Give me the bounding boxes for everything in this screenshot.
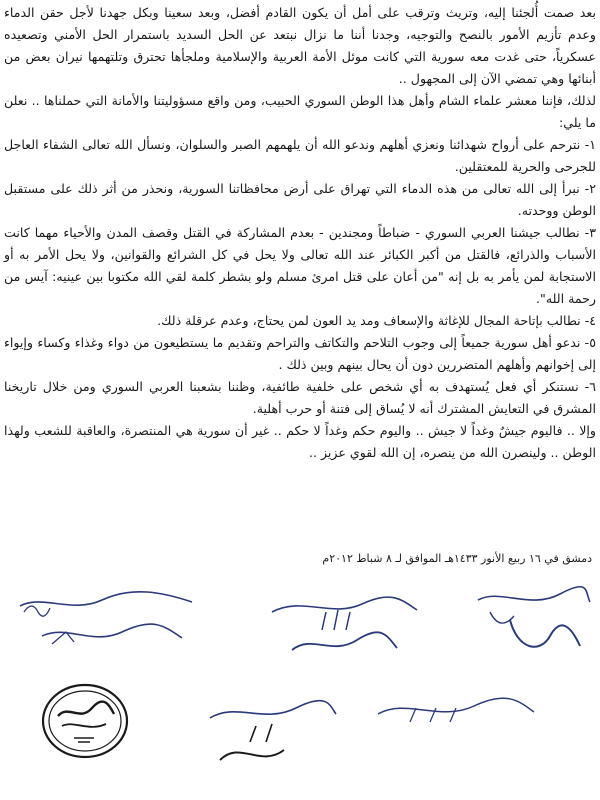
list-item: ٢- نبرأ إلى الله تعالى من هذه الدماء التي تهراق على أرض محافظاتنا السورية، ونحذر من أثر ذلك على مستقبل الوطن ووحدته. [4,181,596,218]
signature-scribble [370,688,540,738]
signatures-area [0,570,600,800]
intro-paragraph: بعد صمت أُلجئنا إليه، وتريث وترقب على أمل أن يكون القادم أفضل، وبعد سعينا وبكل جهدنا لأجل حقن الدماء وعدم تأزيم الأمور بالنصح والتوجيه، وجدنا أننا ما نزال نبتعد عن الحل السديد باستمرار الحل الأمني وتصعيده عسكرياً، حتى غدت معه سورية التي كانت موئل الأمة العربية والإسلامية وملجأها تحترق وتلتهمها نيران بعض من أبنائها وهي تمضي الآن إلى المجهول .. [4,5,596,86]
signature-adib-kallas [370,688,540,738]
signature-scribble [200,690,340,780]
list-item: ٤- نطالب بإتاحة المجال للإغاثة والإسعاف ومد يد العون لمن يحتاج، وعدم عرقلة ذلك. [157,313,596,328]
preamble-paragraph: لذلك، فإننا معشر علماء الشام وأهل هذا الوطن السوري الحبيب، ومن واقع مسؤوليتنا والأمانة التي حملناها .. نعلن ما يلي: [4,93,596,130]
closing-paragraph: وإلا .. فاليوم جيشٌ وغداً لا جيش .. واليوم حكم وغداً لا حكم .. غير أن سورية هي المنتصرة، والعاقبة للشعب ولهذا الوطن .. ولينصرن الله من ينصره، إن الله لقوي عزيز .. [4,423,596,460]
list-item: ٥- ندعو أهل سورية جميعاً إلى وجوب التلاحم والتكاتف والتراحم وتقديم ما يستطيعون من دواء وغذاء وكساء وإيواء إلى إخوانهم وأهلهم المتضررين دون أن يحال بينهم وبين ذلك . [4,335,596,372]
seal-stamp [40,682,130,760]
signature-scribble [12,584,202,654]
signature-abdulkarim-rifai [200,690,340,780]
list-item: ٣- نطالب جيشنا العربي السوري - ضباطاً ومجندين - بعدم المشاركة في القتل وقصف المدن والأحياء مهما كانت الأسباب والذرائع، فالقتل من أكبر الكبائر عند الله تعالى ولا يحل في كل الشرائع والقوانين، ولا يحل الأمر به أو الاستجابة لمن يأمر به بل إنه "من أعان على قتل امرئ مسلم ولو بشطر كلمة لقي الله مكتوبا بين عينيه: آيس من رحمة الله". [4,225,596,306]
date-line: دمشق في ١٦ ربيع الأنور ١٤٣٣هـ الموافق لـ ٨ شباط ٢٠١٢م [322,552,592,565]
list-item: ١- نترحم على أرواح شهدائنا ونعزي أهلهم وندعو الله أن يلهمهم الصبر والسلوان، ونسأل الله تعالى الشفاء العاجل للجرحى والحرية للمعتقلين. [4,137,596,174]
list-item: ٦- نستنكر أي فعل يُستهدف به أي شخص على خلفية طائفية، وظننا بشعبنا العربي السوري ومن خلال تاريخنا المشرق في التعايش المشترك أنه لا يُساق إلى فتنة أو حرب أهلية. [4,379,596,416]
letter-body [4,2,596,464]
signature-osama-rifai [262,590,422,670]
signature-karim-rajeh [12,584,202,654]
signature-hisham-burhani [470,580,595,660]
signature-scribble [470,580,595,660]
seal-icon [40,682,130,760]
signature-scribble [262,590,422,670]
